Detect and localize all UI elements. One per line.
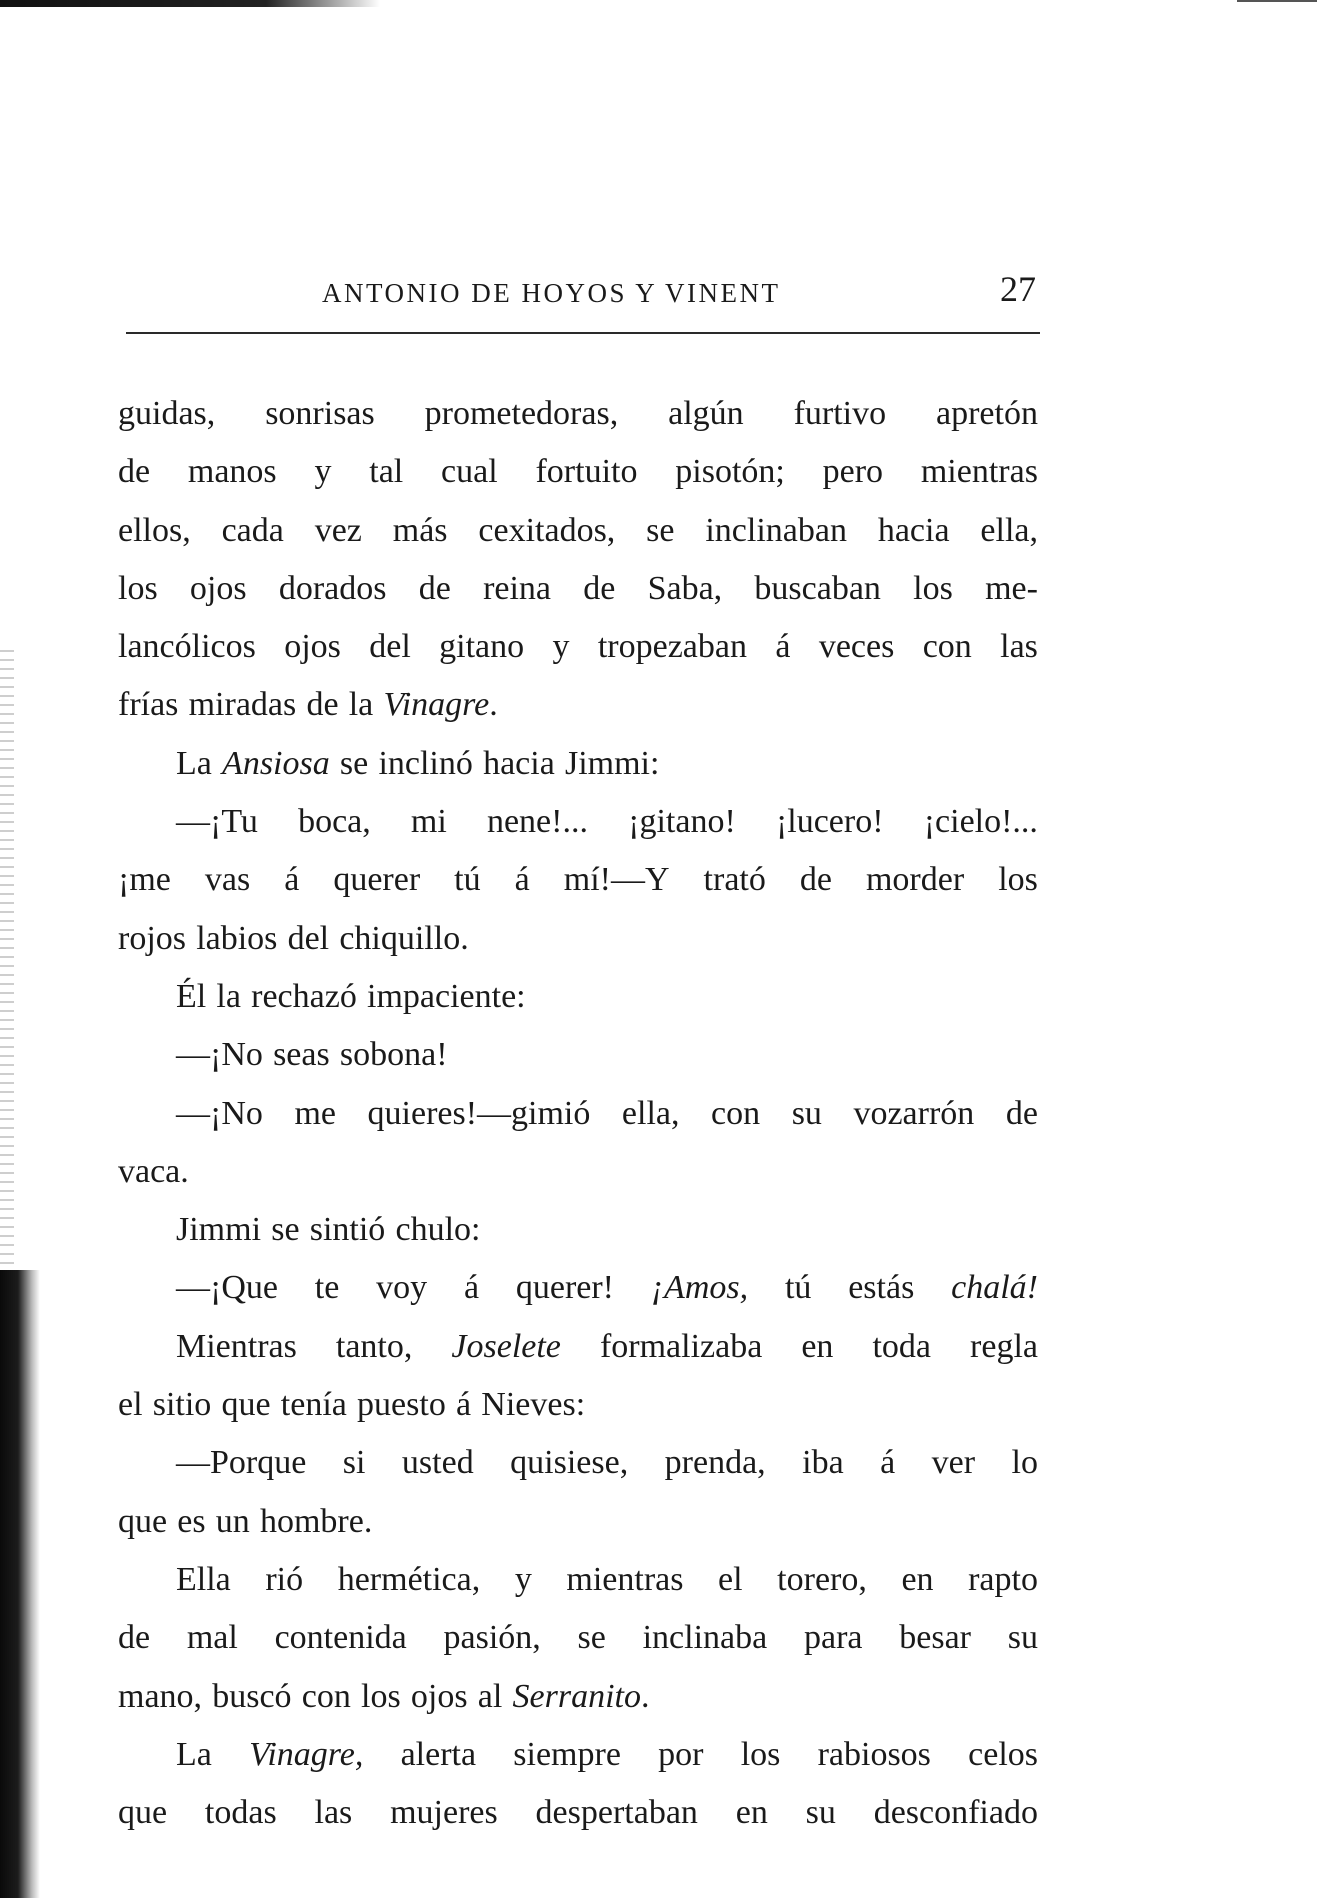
- word: su: [1007, 1619, 1038, 1657]
- word: mí!—Y: [563, 861, 670, 899]
- word: de: [418, 569, 451, 607]
- binding-shadow: [0, 1270, 40, 1898]
- word: de: [1005, 1094, 1038, 1132]
- text-line: [118, 851, 1038, 909]
- word: para: [803, 1619, 863, 1657]
- word: si: [342, 1444, 366, 1482]
- word: chulo:: [395, 1211, 481, 1249]
- word: al: [477, 1677, 503, 1715]
- word: á: [880, 1444, 896, 1482]
- word: gitano: [439, 628, 525, 666]
- word: siempre: [513, 1735, 621, 1773]
- word: guidas,: [118, 395, 216, 432]
- word: La: [176, 1735, 212, 1773]
- word: es: [177, 1502, 206, 1540]
- text-line: [118, 560, 1038, 618]
- word: tanto,: [335, 1327, 413, 1365]
- word: mi: [410, 803, 447, 841]
- word: inclinó: [378, 744, 473, 782]
- word: que: [118, 1794, 168, 1832]
- word: ver: [931, 1444, 976, 1482]
- word: vas: [204, 861, 251, 899]
- word: querer: [333, 861, 421, 899]
- text-line: [118, 1551, 1038, 1609]
- word: su: [805, 1794, 836, 1832]
- word: .: [640, 1677, 650, 1715]
- word: Él: [176, 977, 207, 1015]
- word: seas: [273, 1036, 330, 1074]
- word: rechazó: [251, 977, 357, 1015]
- word: ella,: [621, 1094, 680, 1132]
- word: quisiese,: [510, 1444, 629, 1482]
- word: en: [901, 1560, 934, 1598]
- word: del: [369, 628, 411, 666]
- word: besar: [899, 1619, 971, 1657]
- word: y: [314, 453, 332, 491]
- word: con: [711, 1094, 761, 1132]
- word: los: [361, 1677, 401, 1715]
- text-line: [118, 735, 1038, 793]
- text-line: [118, 1726, 1038, 1784]
- word: frías: [118, 686, 179, 724]
- word: de: [306, 686, 339, 724]
- word: sitio: [152, 1386, 212, 1424]
- word: se: [577, 1619, 606, 1657]
- word: celos: [968, 1735, 1038, 1773]
- word: —Porque: [176, 1444, 307, 1482]
- word: del: [287, 919, 330, 957]
- word: cual: [441, 453, 498, 491]
- word: sonrisas: [265, 395, 375, 432]
- word: las: [1000, 628, 1038, 666]
- word: lancólicos: [118, 628, 256, 666]
- word: á: [514, 861, 530, 899]
- word: despertaban: [535, 1794, 698, 1832]
- word: rapto: [968, 1560, 1038, 1598]
- word: hombre.: [259, 1502, 373, 1540]
- word: á: [463, 1269, 480, 1307]
- word: se: [339, 744, 369, 782]
- word: mientras: [566, 1560, 684, 1598]
- word: nene!...: [486, 803, 588, 841]
- word: me: [294, 1094, 336, 1132]
- word: quieres!—gimió: [367, 1094, 591, 1132]
- word: más: [392, 511, 448, 549]
- word: ¡lucero!: [775, 803, 884, 841]
- word: tal: [369, 453, 404, 491]
- word: Nieves:: [481, 1386, 586, 1424]
- word: la: [348, 686, 374, 724]
- text-line: [118, 1493, 1038, 1551]
- text-line: [118, 968, 1038, 1026]
- word: reina: [483, 569, 552, 607]
- word: las: [314, 1794, 353, 1832]
- word: Serranito: [512, 1677, 641, 1715]
- word: con: [301, 1677, 351, 1715]
- word: voy: [376, 1269, 428, 1307]
- word: el: [118, 1386, 143, 1424]
- word: alerta: [400, 1735, 477, 1773]
- word: mano,: [118, 1677, 203, 1715]
- word: querer!: [515, 1269, 615, 1307]
- word: en: [801, 1327, 834, 1365]
- word: —¡No: [176, 1036, 263, 1074]
- word: inclinaban: [705, 511, 847, 549]
- word: á: [284, 861, 300, 899]
- word: hermética,: [337, 1560, 481, 1598]
- word: los: [998, 861, 1038, 899]
- text-line: [118, 1609, 1038, 1667]
- word: cada: [221, 511, 284, 549]
- word: lo: [1011, 1444, 1038, 1482]
- word: puesto: [357, 1386, 446, 1424]
- text-line: [118, 502, 1038, 560]
- text-line: [118, 1376, 1038, 1434]
- text-line: [118, 1668, 1038, 1726]
- binding-specks: [0, 650, 14, 1270]
- word: rió: [265, 1560, 304, 1598]
- word: buscó: [212, 1677, 292, 1715]
- word: con: [922, 628, 972, 666]
- scan-edge-mark: [0, 0, 380, 7]
- word: Vinagre: [383, 686, 490, 724]
- word: pasión,: [443, 1619, 541, 1657]
- word: vez: [314, 511, 362, 549]
- text-line: [118, 1784, 1038, 1842]
- word: á: [775, 628, 791, 666]
- word: me-: [985, 569, 1038, 607]
- word: labios: [196, 919, 278, 957]
- word: tropezaban: [597, 628, 747, 666]
- word: —¡No: [176, 1094, 263, 1132]
- word: chalá!: [951, 1269, 1038, 1307]
- word: los: [913, 569, 953, 607]
- word: desconfiado: [873, 1794, 1038, 1832]
- word: prenda,: [664, 1444, 766, 1482]
- word: vozarrón: [853, 1094, 975, 1132]
- word: regla: [970, 1327, 1038, 1365]
- header-rule: [126, 332, 1040, 334]
- text-line: [118, 385, 1038, 443]
- word: ¡cielo!...: [923, 803, 1038, 841]
- page-number: 27: [1000, 269, 1036, 309]
- body-text: [118, 385, 1038, 1842]
- text-line: [118, 910, 1038, 968]
- word: torero,: [777, 1560, 867, 1598]
- word: trató: [703, 861, 766, 899]
- word: dorados: [278, 569, 387, 607]
- word: fortuito: [535, 453, 638, 491]
- word: manos: [187, 453, 277, 491]
- word: Jimmi:: [564, 744, 660, 782]
- word: Ella: [176, 1560, 231, 1598]
- word: —¡Que: [176, 1269, 278, 1307]
- word: á: [456, 1386, 472, 1424]
- word: su: [791, 1094, 822, 1132]
- word: los: [740, 1735, 781, 1773]
- word: un: [215, 1502, 250, 1540]
- text-line: [118, 618, 1038, 676]
- text-line: [118, 1201, 1038, 1259]
- word: Ansiosa: [222, 744, 330, 782]
- text-line: [118, 1026, 1038, 1084]
- word: Saba,: [647, 569, 723, 607]
- word: y: [514, 1560, 532, 1598]
- text-line: [118, 1143, 1038, 1201]
- text-line: [118, 793, 1038, 851]
- word: mal: [186, 1619, 238, 1657]
- word: ellos,: [118, 511, 191, 549]
- word: algún: [668, 395, 744, 432]
- word: cexitados,: [478, 511, 616, 549]
- word: la: [216, 977, 241, 1015]
- word: de: [799, 861, 832, 899]
- word: mientras: [920, 453, 1038, 491]
- word: rojos: [118, 919, 186, 957]
- word: pero: [822, 453, 884, 491]
- word: por: [658, 1735, 704, 1773]
- word: ojos: [284, 628, 341, 666]
- word: La: [176, 744, 212, 782]
- word: apretón: [936, 395, 1038, 432]
- text-line: [118, 676, 1038, 734]
- word: hacia: [483, 744, 555, 782]
- word: —¡Tu: [176, 803, 258, 841]
- word: de: [118, 453, 151, 491]
- text-line: [118, 1318, 1038, 1376]
- word: prometedoras,: [424, 395, 619, 432]
- word: tú: [454, 861, 481, 899]
- word: Mientras: [176, 1327, 297, 1365]
- word: se: [271, 1211, 300, 1249]
- word: toda: [872, 1327, 931, 1365]
- word: impaciente:: [367, 977, 526, 1015]
- word: ¡Amos,: [650, 1269, 749, 1307]
- word: ¡gitano!: [628, 803, 736, 841]
- word: chiquillo.: [339, 919, 469, 957]
- scan-edge-mark-right: [1237, 0, 1317, 2]
- word: sintió: [309, 1211, 386, 1249]
- word: estás: [848, 1269, 915, 1307]
- word: vaca.: [118, 1152, 189, 1190]
- word: pisotón;: [675, 453, 785, 491]
- word: inclinaba: [642, 1619, 768, 1657]
- word: morder: [865, 861, 965, 899]
- text-line: [118, 443, 1038, 501]
- word: Vinagre,: [249, 1735, 364, 1773]
- word: ojos: [189, 569, 247, 607]
- word: de: [118, 1619, 151, 1657]
- word: Joselete: [451, 1327, 561, 1365]
- word: iba: [802, 1444, 844, 1482]
- word: el: [718, 1560, 743, 1598]
- word: de: [583, 569, 616, 607]
- text-line: [118, 1434, 1038, 1492]
- word: ella,: [980, 511, 1038, 549]
- word: sobona!: [339, 1036, 448, 1074]
- word: miradas: [188, 686, 297, 724]
- word: buscaban: [754, 569, 881, 607]
- word: tú: [784, 1269, 812, 1307]
- word: te: [314, 1269, 340, 1307]
- text-line: [118, 1085, 1038, 1143]
- word: boca,: [298, 803, 371, 841]
- running-head: [126, 268, 1040, 316]
- word: contenida: [274, 1619, 407, 1657]
- text-line: [118, 1259, 1038, 1317]
- word: los: [118, 569, 158, 607]
- word: tenía: [280, 1386, 347, 1424]
- word: que: [118, 1502, 168, 1540]
- word: .: [489, 686, 498, 724]
- word: veces: [818, 628, 895, 666]
- word: todas: [204, 1794, 277, 1832]
- running-title: ANTONIO DE HOYOS Y VINENT: [322, 278, 781, 308]
- word: formalizaba: [599, 1327, 763, 1365]
- word: Jimmi: [176, 1211, 262, 1249]
- word: que: [221, 1386, 271, 1424]
- word: mujeres: [390, 1794, 498, 1832]
- word: y: [552, 628, 570, 666]
- word: se: [646, 511, 675, 549]
- word: en: [735, 1794, 768, 1832]
- word: furtivo: [793, 395, 887, 432]
- word: rabiosos: [817, 1735, 931, 1773]
- word: usted: [401, 1444, 474, 1482]
- word: ¡me: [118, 861, 171, 899]
- word: hacia: [877, 511, 950, 549]
- word: ojos: [410, 1677, 468, 1715]
